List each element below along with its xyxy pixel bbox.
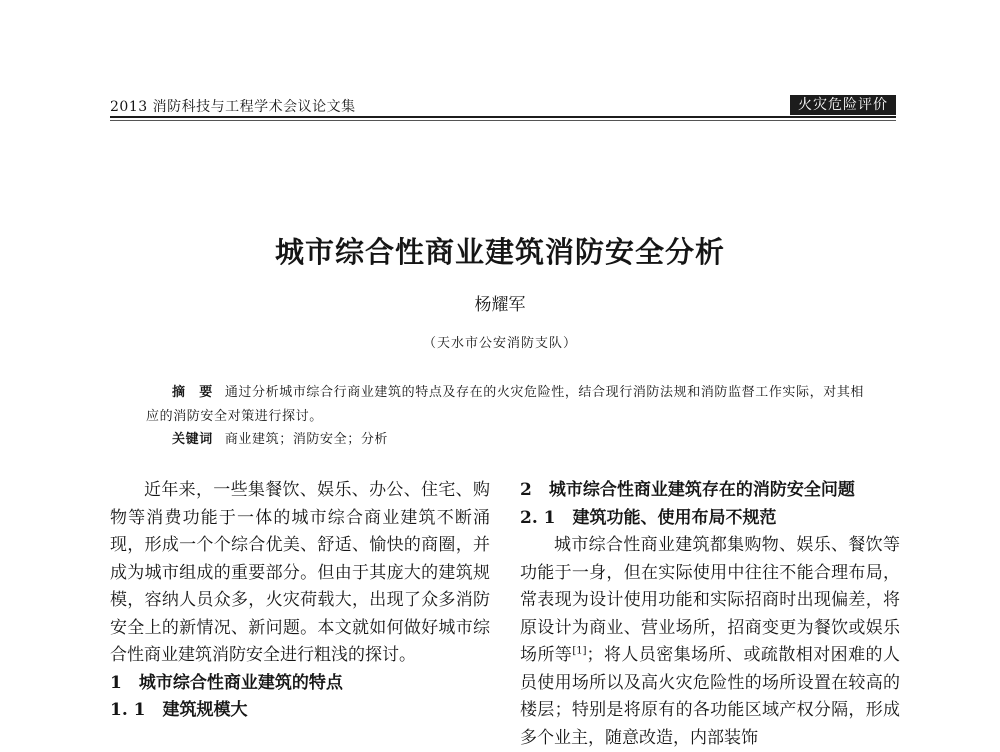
subsection-heading-2-1: 2. 1 建筑功能、使用布局不规范 bbox=[520, 507, 777, 528]
section-heading-1: 1 城市综合性商业建筑的特点 bbox=[110, 672, 343, 693]
section-tag: 火灾危险评价 bbox=[790, 95, 896, 115]
header-rule bbox=[110, 116, 896, 118]
abstract-text: 通过分析城市综合行商业建筑的特点及存在的火灾危险性，结合现行消防法规和消防监督工作实际，对其相应的消防安全对策进行探讨。 bbox=[146, 385, 865, 424]
citation-ref: [1] bbox=[572, 645, 587, 657]
keywords bbox=[172, 428, 388, 447]
keywords-text: 商业建筑；消防安全；分析 bbox=[224, 432, 389, 447]
header-rule-thin bbox=[110, 120, 896, 121]
intro-paragraph: 近年来，一些集餐饮、娱乐、办公、住宅、购物等消费功能于一体的城市综合商业建筑不断涌现，形成一个个综合优美、舒适、愉快的商圈，并成为城市组成的重要部分。但由于其庞大的建筑规模，容纳人员众多，火灾荷载大，出现了众多消防安全上的新情况、新问题。本文就如何做好城市综合性商业建筑消防安全进行粗浅的探讨。 bbox=[110, 480, 490, 665]
body-paragraph-2-1 bbox=[520, 532, 900, 752]
subsection-heading-1-1: 1. 1 建筑规模大 bbox=[110, 700, 248, 720]
abstract-label: 摘 要 bbox=[172, 385, 213, 400]
section-heading-2: 2 城市综合性商业建筑存在的消防安全问题 bbox=[520, 480, 855, 500]
keywords-label: 关键词 bbox=[172, 432, 213, 447]
author-affiliation: （天水市公安消防支队） bbox=[422, 336, 577, 351]
body-column-left bbox=[110, 477, 490, 725]
paragraph-text-b: ；将人员密集场所、或疏散相对困难的人员使用场所以及高火灾危险性的场所设置在较高的楼层；特别是将原有的各功能区域产权分隔，形成多个业主，随意改造，内部装饰 bbox=[520, 645, 901, 748]
paragraph-text-a: 城市综合性商业建筑都集购物、娱乐、餐饮等功能于一身，但在实际使用中往往不能合理布局，常表现为设计使用功能和实际招商时出现偏差，将原设计为商业、营业场所，招商变更为餐饮或娱乐场所等 bbox=[520, 535, 900, 665]
proceedings-header: 2013 消防科技与工程学术会议论文集 bbox=[110, 99, 356, 115]
paper-title: 城市综合性商业建筑消防安全分析 bbox=[274, 235, 725, 269]
abstract-paragraph bbox=[146, 381, 866, 429]
abstract bbox=[146, 381, 866, 429]
body-column-right bbox=[520, 477, 900, 752]
author-name: 杨耀军 bbox=[474, 295, 526, 315]
